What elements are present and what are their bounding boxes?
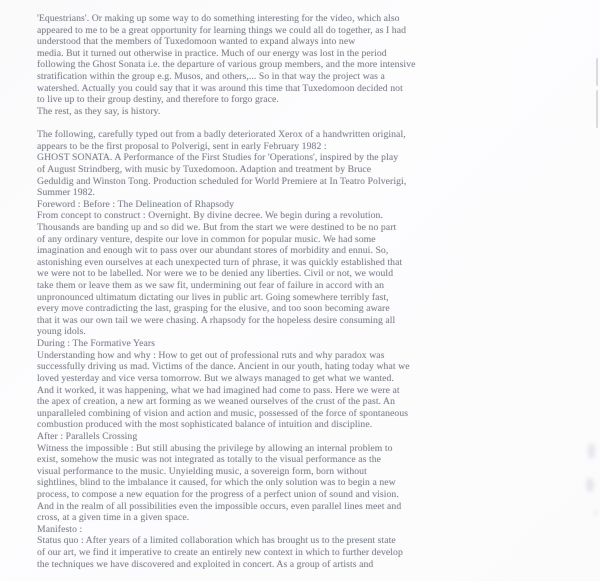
- text-line: The rest, as they say, is history.: [37, 105, 161, 117]
- text-line: young idols.: [37, 326, 86, 338]
- text-line: media. But it turned out otherwise in practice. Much of our energy was lost in the period: [37, 47, 387, 59]
- text-line: And in the realm of all possibilities even the impossible occurs, even parallel lines meet and: [37, 500, 402, 512]
- text-line: From concept to construct : Overnight. By divine decree. We begin during a revolution.: [37, 210, 383, 222]
- text-line: visual performance to the music. Unyielding music, a sovereign form, born without: [37, 465, 367, 477]
- page-edge-artifact: [596, 90, 598, 128]
- text-line: stratification within the group e.g. Musos, and others,... So in that way the project was a: [37, 71, 385, 83]
- text-line: the techniques we have discovered and exploited in concert. As a group of artists and: [37, 558, 374, 570]
- text-line: every move contradicting the last, grasping for the elusive, and too soon becoming aware: [37, 303, 390, 315]
- text-line: unparalleled combining of vision and action and music, possessed of the force of spontaneous: [37, 407, 409, 419]
- text-line: we were not to be labelled. Nor were we to be denied any liberties. Civil or not, we would: [37, 268, 394, 280]
- text-line: appeared to me to be a great opportunity for learning things we could all do together, as I had: [37, 24, 407, 36]
- text-line: Thousands are banding up and so did we. But from the start we were destined to be no part: [37, 221, 397, 233]
- text-line: understood that the members of Tuxedomoon wanted to expand always into new: [37, 36, 356, 48]
- text-line: sightlines, blind to the imbalance it caused, for which the only solution was to begin a new: [37, 477, 396, 489]
- text-line: process, to compose a new equation for the progress of a perfect union of sound and vision.: [37, 488, 399, 500]
- text-line: that it was our own tail we were chasing. A rhapsody for the hopeless desire consuming all: [37, 314, 396, 326]
- text-line: to live up to their group destiny, and therefore to forgo grace.: [37, 94, 279, 106]
- text-line: watershed. Actually you could say that it was around this time that Tuxedomoon decided not: [37, 82, 403, 94]
- text-line: Foreword : Before : The Delineation of Rhapsody: [37, 198, 235, 210]
- text-line: Status quo : After years of a limited collaboration which has brought us to the present state: [37, 535, 396, 547]
- text-line: GHOST SONATA. A Performance of the First Studies for 'Operations', inspired by the play: [37, 152, 399, 164]
- text-line: appears to be the first proposal to Polverigi, sent in early February 1982 :: [37, 140, 327, 152]
- text-line: 'Equestrians'. Or making up some way to do something interesting for the video, which also: [37, 13, 400, 24]
- page-edge-artifact: [596, 58, 598, 86]
- text-line: Understanding how and why : How to get out of professional ruts and why paradox was: [37, 349, 385, 361]
- scan-smudge: [588, 443, 595, 459]
- text-line: exist, somehow the music was not integrated as totally to the visual performance as the: [37, 454, 382, 466]
- text-line: astonishing even ourselves at each unexpected turn of phrase, it was quickly established that: [37, 256, 403, 268]
- text-line: take them or leave them as we saw fit, undermining out fear of failure in accord with an: [37, 280, 385, 292]
- text-line: [37, 117, 457, 129]
- text-line: successfully driving us mad. Victims of the dance. Ancient in our youth, hating today what we: [37, 361, 410, 373]
- text-line: the apex of creation, a new art forming as we weaned ourselves of the crust of the past. An: [37, 396, 396, 408]
- text-line: During : The Formative Years: [37, 338, 156, 350]
- text-line: following the Ghost Sonata i.e. the departure of various group members, and the more intensive: [37, 59, 416, 71]
- text-line: of our art, we find it imperative to create an entirely new context in which to further develop: [37, 547, 403, 559]
- scan-smudge: [593, 510, 598, 516]
- text-line: The following, carefully typed out from a badly deteriorated Xerox of a handwritten original,: [37, 129, 406, 141]
- text-line: And it worked, it was happening, what we had imagined had come to pass. Here we were at: [37, 384, 400, 396]
- text-line: Manifesto :: [37, 523, 83, 535]
- document-text-block: [37, 13, 457, 570]
- scan-smudge: [586, 478, 594, 492]
- text-line: unpronounced ultimatum dictating our lives in public art. Going somewhere terribly fast,: [37, 291, 389, 303]
- text-line: cross, at a given time in a given space.: [37, 512, 190, 524]
- text-line: Geduldig and Winston Tong. Production scheduled for World Premiere at In Teatro Polverigi,: [37, 175, 407, 187]
- text-line: imagination and enough wit to pass over our abundant stores of morbidity and ennui. So,: [37, 245, 389, 257]
- text-line: loved yesterday and vice versa tomorrow. But we always managed to get what we wanted.: [37, 372, 394, 384]
- text-line: of any ordinary venture, despite our love in common for popular music. We had some: [37, 233, 376, 245]
- text-line: of August Strindberg, with music by Tuxedomoon. Adaption and treatment by Bruce: [37, 163, 372, 175]
- text-line: Summer 1982.: [37, 187, 96, 199]
- text-line: Witness the impossible : But still abusing the privilege by allowing an internal problem to: [37, 442, 393, 454]
- text-line: combustion produced with the most sophisticated balance of intuition and discipline.: [37, 419, 373, 431]
- text-line: After : Parallels Crossing: [37, 430, 138, 442]
